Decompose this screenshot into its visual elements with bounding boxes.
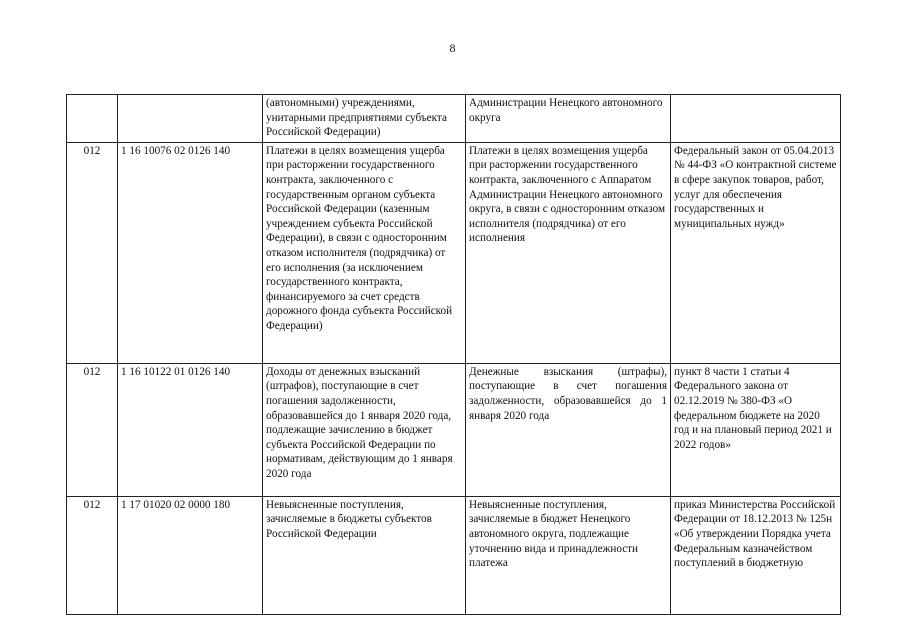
revenue-name-local-cell: Денежные взыскания (штрафы), поступающие в счет погашения задолженности, образовавшейся до 1 января 2020 года [466, 363, 671, 496]
kbk-code-cell: 1 17 01020 02 0000 180 [118, 496, 263, 614]
kbk-code-cell [118, 95, 263, 143]
revenue-name-federal-cell: Невыясненные поступления, зачисляемые в бюджеты субъектов Российской Федерации [263, 496, 466, 614]
revenue-name-federal-cell: Платежи в целях возмещения ущерба при расторжении государственного контракта, заключенного с государственным органом субъекта Российской Федерации (казенным учреждением субъекта Российской Федерации), в связи с односторонним отказом исполнителя (подрядчика) от его исполнения (за исключением государственного контракта, финансируемого за счет средств дорожного фонда субъекта Российской Федерации) [263, 142, 466, 363]
legal-basis-cell: Федеральный закон от 05.04.2013 № 44-ФЗ «О контрактной системе в сфере закупок товаров, работ, услуг для обеспечения государственных и муниципальных нужд» [671, 142, 841, 363]
admin-code-cell: 012 [67, 363, 118, 496]
admin-code-cell: 012 [67, 496, 118, 614]
revenue-name-federal-cell: (автономными) учреждениями, унитарными предприятиями субъекта Российской Федерации) [263, 95, 466, 143]
kbk-code-cell: 1 16 10076 02 0126 140 [118, 142, 263, 363]
legal-basis-cell [671, 95, 841, 143]
revenue-codes-table [66, 94, 841, 615]
kbk-code-cell: 1 16 10122 01 0126 140 [118, 363, 263, 496]
table-row [67, 142, 841, 363]
legal-basis-cell: приказ Министерства Российской Федерации от 18.12.2013 № 125н «Об утверждении Порядка учета Федеральным казначейством поступлений в бюджетную [671, 496, 841, 614]
legal-basis-cell: пункт 8 части 1 статьи 4 Федерального закона от 02.12.2019 № 380-ФЗ «О федеральном бюджете на 2020 год и на плановый период 2021 и 2022 годов» [671, 363, 841, 496]
revenue-name-local-cell: Администрации Ненецкого автономного округа [466, 95, 671, 143]
revenue-name-local-cell: Платежи в целях возмещения ущерба при расторжении государственного контракта, заключенного с Аппаратом Администрации Ненецкого автономного округа, в связи с односторонним отказом исполнителя (подрядчика) от его исполнения [466, 142, 671, 363]
table-row [67, 496, 841, 614]
revenue-name-federal-cell: Доходы от денежных взысканий (штрафов), поступающие в счет погашения задолженности, образовавшейся до 1 января 2020 года, подлежащие зачислению в бюджет субъекта Российской Федерации по нормативам, действующим до 1 января 2020 года [263, 363, 466, 496]
table-row [67, 363, 841, 496]
admin-code-cell: 012 [67, 142, 118, 363]
revenue-name-local-cell: Невыясненные поступления, зачисляемые в бюджет Ненецкого автономного округа, подлежащие уточнению вида и принадлежности платежа [466, 496, 671, 614]
page-number: 8 [449, 41, 456, 55]
admin-code-cell [67, 95, 118, 143]
table-row [67, 95, 841, 143]
